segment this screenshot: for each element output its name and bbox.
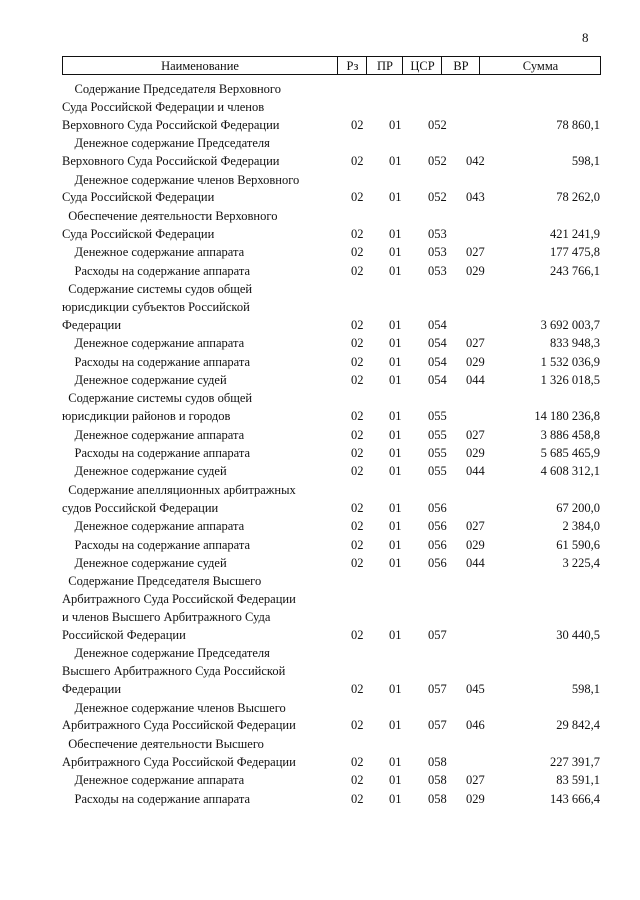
table-row <box>0 173 640 209</box>
row-csr: 054 <box>428 354 447 369</box>
row-vr: 029 <box>466 354 485 369</box>
row-pr: 01 <box>389 464 402 479</box>
row-vr: 044 <box>466 555 485 570</box>
row-pr: 01 <box>389 317 402 332</box>
row-sum: 78 860,1 <box>556 117 600 132</box>
table-row <box>0 646 640 700</box>
row-name-line: Арбитражного Суда Российской Федерации <box>62 754 296 769</box>
row-pr: 01 <box>389 500 402 515</box>
table-row <box>0 773 640 791</box>
row-rz: 02 <box>351 190 364 205</box>
row-name-line: Содержание системы судов общей <box>62 281 253 296</box>
row-rz: 02 <box>351 354 364 369</box>
row-vr: 029 <box>466 263 485 278</box>
table-header <box>62 56 601 75</box>
row-csr: 052 <box>428 190 447 205</box>
header-sum: Сумма <box>479 57 601 74</box>
row-name-line: Федерации <box>62 317 122 332</box>
row-sum: 421 241,9 <box>550 226 600 241</box>
row-pr: 01 <box>389 627 402 642</box>
row-sum: 2 384,0 <box>562 519 600 534</box>
row-rz: 02 <box>351 627 364 642</box>
row-name-line: Денежное содержание членов Высшего <box>62 700 286 715</box>
row-sum: 61 590,6 <box>556 537 600 552</box>
page-number: 8 <box>582 30 589 45</box>
row-csr: 055 <box>428 427 447 442</box>
row-pr: 01 <box>389 427 402 442</box>
table-row <box>0 483 640 519</box>
row-pr: 01 <box>389 336 402 351</box>
table-row <box>0 464 640 482</box>
row-pr: 01 <box>389 791 402 806</box>
row-rz: 02 <box>351 154 364 169</box>
row-csr: 055 <box>428 409 447 424</box>
row-csr: 058 <box>428 773 447 788</box>
row-name-line: Денежное содержание аппарата <box>62 427 245 442</box>
table-row <box>0 391 640 427</box>
row-sum: 83 591,1 <box>556 773 600 788</box>
row-sum: 30 440,5 <box>556 627 600 642</box>
row-vr: 027 <box>466 773 485 788</box>
row-pr: 01 <box>389 226 402 241</box>
row-name-line: Расходы на содержание аппарата <box>62 354 251 369</box>
row-pr: 01 <box>389 245 402 260</box>
row-sum: 243 766,1 <box>550 263 600 278</box>
row-rz: 02 <box>351 446 364 460</box>
row-csr: 054 <box>428 372 447 387</box>
row-vr: 029 <box>466 537 485 552</box>
row-csr: 056 <box>428 500 447 515</box>
row-vr: 045 <box>466 682 485 697</box>
table-row <box>0 574 640 646</box>
header-rz: Рз <box>337 57 367 74</box>
row-name-line: Денежное содержание Председателя <box>62 646 270 661</box>
row-rz: 02 <box>351 409 364 424</box>
header-pr: ПР <box>366 57 403 74</box>
row-name-line: Содержание Председателя Высшего <box>62 574 262 589</box>
table-row <box>0 428 640 446</box>
row-pr: 01 <box>389 409 402 424</box>
row-csr: 055 <box>428 464 447 479</box>
row-name-line: Содержание Председателя Верховного <box>62 82 282 96</box>
row-name-line: Расходы на содержание аппарата <box>62 791 251 806</box>
row-pr: 01 <box>389 537 402 552</box>
row-name-line: судов Российской Федерации <box>62 500 219 515</box>
row-rz: 02 <box>351 372 364 387</box>
row-sum: 598,1 <box>571 682 600 697</box>
row-rz: 02 <box>351 336 364 351</box>
row-name-line: Верховного Суда Российской Федерации <box>62 154 280 169</box>
row-rz: 02 <box>351 555 364 570</box>
row-pr: 01 <box>389 190 402 205</box>
row-name-line: Суда Российской Федерации <box>62 226 215 241</box>
row-name-line: Арбитражного Суда Российской Федерации <box>62 592 296 607</box>
row-rz: 02 <box>351 245 364 260</box>
row-name-line: Арбитражного Суда Российской Федерации <box>62 718 296 733</box>
row-vr: 046 <box>466 718 485 733</box>
row-sum: 3 692 003,7 <box>540 317 600 332</box>
table-row <box>0 282 640 336</box>
row-pr: 01 <box>389 354 402 369</box>
row-csr: 057 <box>428 627 447 642</box>
table-row <box>0 136 640 172</box>
row-csr: 052 <box>428 117 447 132</box>
row-sum: 833 948,3 <box>550 336 600 351</box>
row-rz: 02 <box>351 317 364 332</box>
table-row <box>0 556 640 574</box>
table-row <box>0 519 640 537</box>
row-name-line: Денежное содержание аппарата <box>62 245 245 260</box>
row-name-line: Денежное содержание Председателя <box>62 136 270 151</box>
row-name-line: Расходы на содержание аппарата <box>62 537 251 552</box>
row-pr: 01 <box>389 519 402 534</box>
row-name-line: и членов Высшего Арбитражного Суда <box>62 610 271 625</box>
row-vr: 027 <box>466 519 485 534</box>
row-rz: 02 <box>351 537 364 552</box>
row-name-line: Денежное содержание аппарата <box>62 336 245 351</box>
row-pr: 01 <box>389 754 402 769</box>
row-vr: 027 <box>466 427 485 442</box>
row-name-line: Денежное содержание судей <box>62 555 227 570</box>
row-csr: 056 <box>428 555 447 570</box>
row-name-line: Обеспечение деятельности Верховного <box>62 208 278 223</box>
row-pr: 01 <box>389 263 402 278</box>
row-pr: 01 <box>389 555 402 570</box>
row-name-line: Федерации <box>62 682 122 697</box>
row-name-line: Суда Российской Федерации <box>62 190 215 205</box>
row-rz: 02 <box>351 682 364 697</box>
row-sum: 143 666,4 <box>550 791 600 806</box>
row-sum: 3 886 458,8 <box>540 427 600 442</box>
row-name-line: Денежное содержание судей <box>62 372 227 387</box>
row-name-line: Содержание системы судов общей <box>62 391 253 406</box>
row-sum: 29 842,4 <box>556 718 600 733</box>
row-csr: 054 <box>428 317 447 332</box>
table-row <box>0 538 640 556</box>
header-csr: ЦСР <box>402 57 442 74</box>
row-name-line: Денежное содержание аппарата <box>62 773 245 788</box>
row-vr: 029 <box>466 791 485 806</box>
row-rz: 02 <box>351 519 364 534</box>
row-csr: 053 <box>428 263 447 278</box>
table-row <box>0 446 640 464</box>
row-pr: 01 <box>389 154 402 169</box>
row-name-line: Денежное содержание судей <box>62 464 227 479</box>
row-pr: 01 <box>389 773 402 788</box>
row-csr: 057 <box>428 682 447 697</box>
row-vr: 029 <box>466 446 485 460</box>
row-rz: 02 <box>351 773 364 788</box>
row-csr: 056 <box>428 519 447 534</box>
row-rz: 02 <box>351 117 364 132</box>
table-row <box>0 355 640 373</box>
row-rz: 02 <box>351 226 364 241</box>
header-name: Наименование <box>161 59 239 73</box>
row-vr: 027 <box>466 336 485 351</box>
row-csr: 053 <box>428 226 447 241</box>
row-pr: 01 <box>389 682 402 697</box>
row-name-line: Расходы на содержание аппарата <box>62 263 251 278</box>
row-name-line: Обеспечение деятельности Высшего <box>62 736 264 751</box>
row-sum: 78 262,0 <box>556 190 600 205</box>
row-rz: 02 <box>351 718 364 733</box>
row-sum: 177 475,8 <box>550 245 600 260</box>
row-name-line: Суда Российской Федерации и членов <box>62 99 265 114</box>
row-pr: 01 <box>389 446 402 460</box>
row-csr: 053 <box>428 245 447 260</box>
row-pr: 01 <box>389 372 402 387</box>
table-row <box>0 82 640 136</box>
row-name-line: юрисдикции субъектов Российской <box>62 299 250 314</box>
row-name-line: Содержание апелляционных арбитражных <box>62 482 296 497</box>
row-sum: 3 225,4 <box>562 555 600 570</box>
row-sum: 4 608 312,1 <box>540 464 600 479</box>
row-rz: 02 <box>351 427 364 442</box>
row-sum: 14 180 236,8 <box>534 409 600 424</box>
row-name-line: Денежное содержание аппарата <box>62 519 245 534</box>
row-rz: 02 <box>351 791 364 806</box>
row-sum: 227 391,7 <box>550 754 600 769</box>
row-vr: 043 <box>466 190 485 205</box>
row-csr: 058 <box>428 754 447 769</box>
table-row <box>0 737 640 773</box>
row-name-line: Российской Федерации <box>62 627 186 642</box>
row-pr: 01 <box>389 117 402 132</box>
row-rz: 02 <box>351 500 364 515</box>
row-csr: 052 <box>428 154 447 169</box>
row-rz: 02 <box>351 464 364 479</box>
row-csr: 057 <box>428 718 447 733</box>
row-csr: 056 <box>428 537 447 552</box>
row-name-line: Денежное содержание членов Верховного <box>62 172 300 187</box>
row-vr: 027 <box>466 245 485 260</box>
table-row <box>0 701 640 737</box>
row-vr: 044 <box>466 372 485 387</box>
table-row <box>0 245 640 263</box>
row-sum: 598,1 <box>571 154 600 169</box>
row-name-line: Высшего Арбитражного Суда Российской <box>62 664 286 679</box>
table-row <box>0 264 640 282</box>
row-vr: 042 <box>466 154 485 169</box>
row-sum: 67 200,0 <box>556 500 600 515</box>
table-row <box>0 336 640 354</box>
table-row <box>0 373 640 391</box>
row-csr: 054 <box>428 336 447 351</box>
row-sum: 5 685 465,9 <box>540 446 600 460</box>
table-row <box>0 792 640 810</box>
row-rz: 02 <box>351 754 364 769</box>
row-name-line: Верховного Суда Российской Федерации <box>62 117 280 132</box>
row-vr: 044 <box>466 464 485 479</box>
header-vr: ВР <box>441 57 480 74</box>
row-pr: 01 <box>389 718 402 733</box>
table-row <box>0 209 640 245</box>
row-csr: 058 <box>428 791 447 806</box>
row-sum: 1 326 018,5 <box>540 372 600 387</box>
row-sum: 1 532 036,9 <box>540 354 600 369</box>
row-rz: 02 <box>351 263 364 278</box>
row-name-line: Расходы на содержание аппарата <box>62 446 251 460</box>
row-name-line: юрисдикции районов и городов <box>62 409 231 424</box>
row-csr: 055 <box>428 446 447 460</box>
